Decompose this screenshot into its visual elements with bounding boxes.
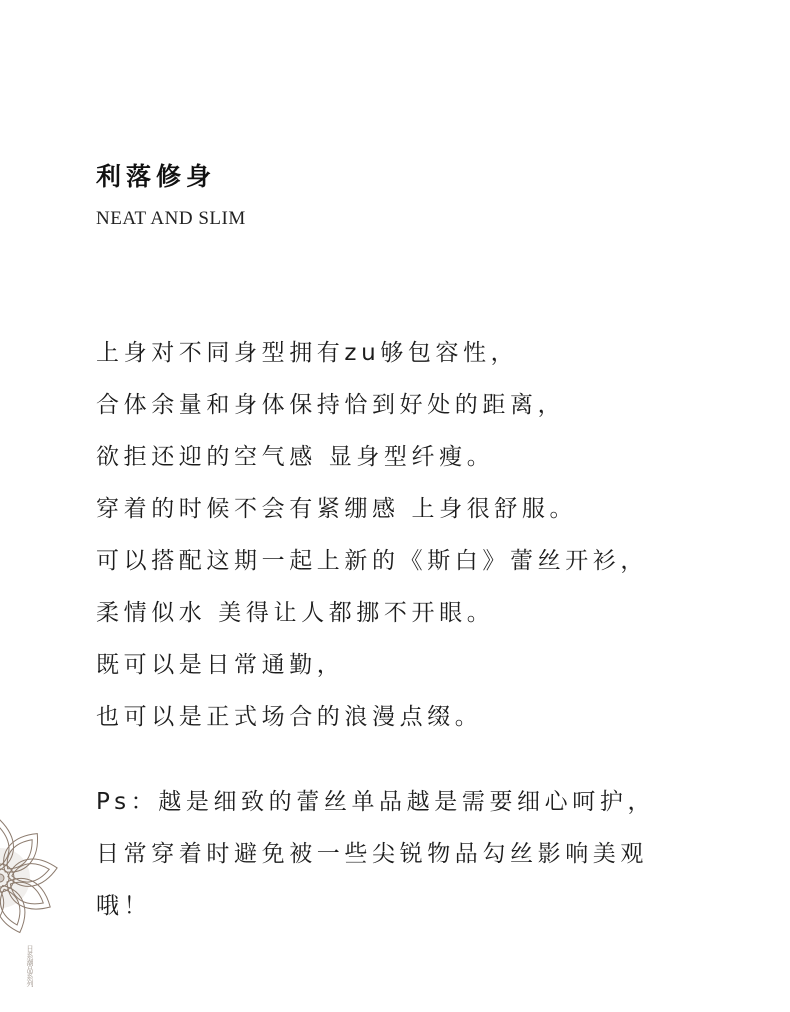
description-line: 既可以是日常通勤，: [96, 652, 345, 678]
description-line: 合体余量和身体保持恰到好处的距离，: [96, 392, 566, 418]
description-paragraph: [96, 327, 648, 743]
description-line: 上身对不同身型拥有zu够包容性，: [96, 340, 519, 366]
description-line: 欲拒还迎的空气感 显身型纤瘦。: [96, 444, 495, 470]
ps-line: 哦！: [96, 893, 152, 919]
ps-line: Ps：越是细致的蕾丝单品越是需要细心呵护，: [96, 789, 656, 815]
ps-note: [96, 776, 655, 932]
description-line: 穿着的时候不会有紧绷感 上身很舒服。: [96, 496, 578, 522]
description-line: 也可以是正式场合的浪漫点缀。: [96, 704, 483, 730]
section-subtitle: NEAT AND SLIM: [96, 208, 246, 229]
lace-flower-icon: [0, 808, 60, 948]
section-title: 利落修身: [96, 162, 217, 191]
brand-watermark: 日系潮品系列: [26, 945, 34, 987]
description-line: 可以搭配这期一起上新的《斯白》蕾丝开衫，: [96, 548, 648, 574]
ps-line: 日常穿着时避免被一些尖锐物品勾丝影响美观: [96, 841, 648, 867]
description-line: 柔情似水 美得让人都挪不开眼。: [96, 600, 495, 626]
